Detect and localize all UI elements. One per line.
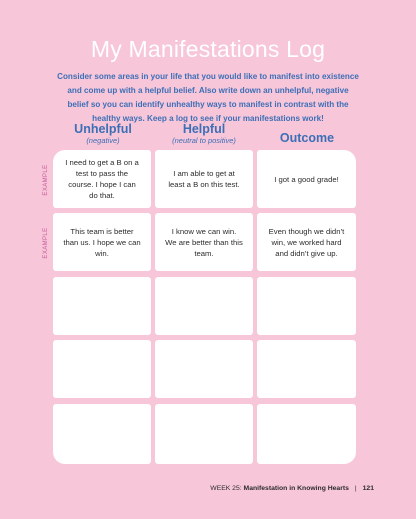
page-number: 121 xyxy=(362,485,374,492)
log-cell-unhelpful[interactable] xyxy=(53,340,151,398)
column-heading-unhelpful: Unhelpful xyxy=(74,122,132,136)
log-cell-helpful[interactable] xyxy=(155,277,253,335)
row-label-example-1: EXAMPLE xyxy=(43,164,49,196)
column-subheading-unhelpful: (negative) xyxy=(86,136,120,145)
log-cell-helpful: I know we can win. We are better than this team. xyxy=(155,213,253,271)
log-cell-unhelpful[interactable] xyxy=(53,404,151,464)
footer-chapter: Manifestation in Knowing Hearts xyxy=(243,485,349,492)
log-cell-outcome: Even though we didn’t win, we worked hard and didn’t give up. xyxy=(257,213,356,271)
page-title: My Manifestations Log xyxy=(90,36,326,62)
column-heading-helpful: Helpful xyxy=(182,122,226,136)
column-subheading-helpful: (neutral to positive) xyxy=(172,136,236,145)
log-cell-helpful[interactable] xyxy=(155,404,253,464)
log-cell-helpful[interactable] xyxy=(155,340,253,398)
log-cell-outcome[interactable] xyxy=(257,340,356,398)
log-cell-unhelpful: I need to get a B on a test to pass the course. I hope I can do that. xyxy=(53,150,151,208)
page-footer xyxy=(210,485,374,492)
row-label-example-2: EXAMPLE xyxy=(43,227,49,259)
footer-divider: | xyxy=(354,485,357,492)
log-cell-outcome[interactable] xyxy=(257,404,356,464)
column-heading-outcome: Outcome xyxy=(279,131,335,145)
log-cell-unhelpful: This team is better than us. I hope we can win. xyxy=(53,213,151,271)
log-cell-outcome[interactable] xyxy=(257,277,356,335)
log-cell-unhelpful[interactable] xyxy=(53,277,151,335)
log-cell-outcome: I got a good grade! xyxy=(257,150,356,208)
log-cell-helpful: I am able to get at least a B on this test. xyxy=(155,150,253,208)
intro-paragraph: Consider some areas in your life that you would like to manifest into existence and come up with a helpful belief. Also write down an unhelpful, negative belief so you can identify unhealthy ways to manifest in contrast with the healthy ways. Keep a log to see if your manifestations work! xyxy=(57,72,359,123)
footer-week: WEEK 25: xyxy=(210,485,242,492)
